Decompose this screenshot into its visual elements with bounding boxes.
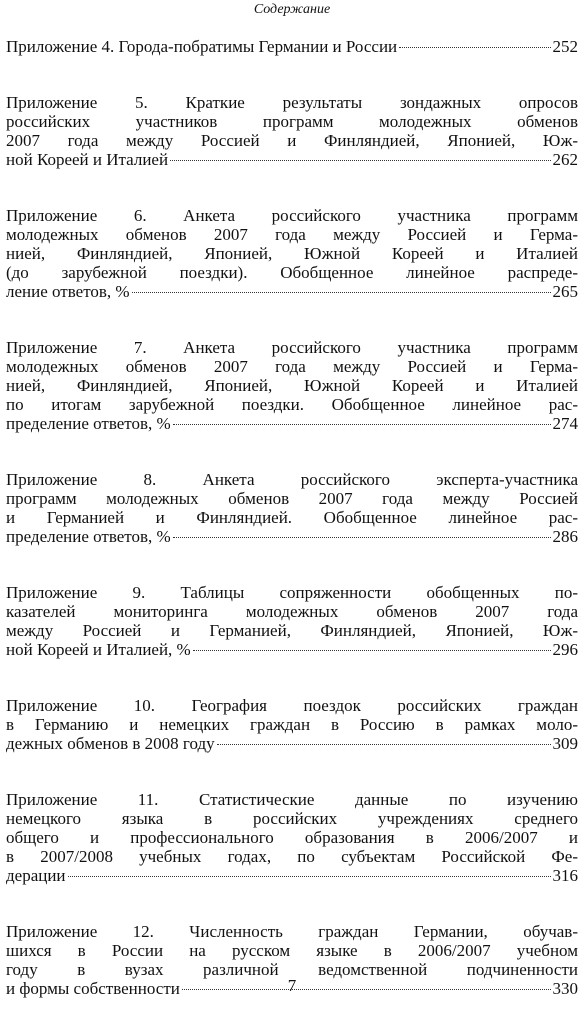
dot-leader [68,875,551,877]
dot-leader [173,536,551,538]
toc-entry-line: в Германию и немецких граждан в Россию в рамках моло- [6,715,578,734]
toc-entry-last-line [6,414,578,433]
toc-entry-last-line [6,527,578,546]
toc-entry-title-end: ление ответов, % [6,282,130,301]
toc-page-number[interactable]: 330 [552,979,578,998]
toc-entry[interactable] [6,790,578,885]
toc-entry-title-end: пределение ответов, % [6,414,171,433]
toc-entry[interactable] [6,338,578,433]
toc-entry-title-end: ной Кореей и Италией [6,150,169,169]
dot-leader [399,46,550,48]
toc-entry-line: (до зарубежной поездки). Обобщенное линейное распреде- [6,263,578,282]
toc-entry-title-end: дежных обменов в 2008 году [6,734,215,753]
page-number: 7 [287,976,297,995]
toc-entry-title-end: и формы собственности [6,979,180,998]
toc-page-number[interactable]: 296 [552,640,578,659]
toc-page-number[interactable]: 252 [552,37,578,56]
table-of-contents [6,37,578,1035]
toc-entry-line: Приложение 7. Анкета российского участника программ [6,338,578,357]
toc-page-number[interactable]: 262 [552,150,578,169]
toc-entry-line: программ молодежных обменов 2007 года между Россией [6,489,578,508]
toc-page-number[interactable]: 309 [552,734,578,753]
toc-entry-title-end: дерации [6,866,66,885]
toc-entry-line: молодежных обменов 2007 года между Россией и Герма- [6,357,578,376]
toc-entry[interactable] [6,93,578,169]
toc-entry-line: нией, Финляндией, Японией, Южной Кореей и Италией [6,244,578,263]
toc-entry-last-line [6,866,578,885]
toc-entry-line: году в вузах различной ведомственной подчиненности [6,960,578,979]
toc-entry-line: Приложение 8. Анкета российского эксперта-участника [6,470,578,489]
toc-entry-last-line [6,37,578,56]
toc-entry-line: российских участников программ молодежных обменов [6,112,578,131]
toc-entry-line: Приложение 10. География поездок российских граждан [6,696,578,715]
toc-entry-line: молодежных обменов 2007 года между Россией и Герма- [6,225,578,244]
toc-entry[interactable] [6,696,578,753]
toc-entry-line: Приложение 12. Численность граждан Германии, обучав- [6,922,578,941]
dot-leader [132,291,551,293]
toc-entry-title-end: Приложение 4. Города-побратимы Германии и России [6,37,398,56]
toc-entry-line: нией, Финляндией, Японией, Южной Кореей и Италией [6,376,578,395]
toc-entry-line: Приложение 11. Статистические данные по изучению [6,790,578,809]
toc-entry-line: в 2007/2008 учебных годах, по субъектам Российской Фе- [6,847,578,866]
toc-entry[interactable] [6,470,578,546]
toc-entry-line: по итогам зарубежной поездки. Обобщенное линейное рас- [6,395,578,414]
dot-leader [170,159,550,161]
toc-entry-line: Приложение 9. Таблицы сопряженности обобщенных по- [6,583,578,602]
toc-entry-line: казателей мониторинга молодежных обменов 2007 года [6,602,578,621]
toc-entry-last-line [6,640,578,659]
dot-leader [217,743,551,745]
toc-page-number[interactable]: 274 [552,414,578,433]
toc-entry-last-line [6,150,578,169]
toc-entry-line: Приложение 6. Анкета российского участника программ [6,206,578,225]
toc-page-number[interactable]: 286 [552,527,578,546]
toc-entry[interactable] [6,583,578,659]
toc-entry-line: Приложение 5. Краткие результаты зондажных опросов [6,93,578,112]
toc-page-number[interactable]: 316 [552,866,578,885]
toc-entry-line: 2007 года между Россией и Финляндией, Японией, Юж- [6,131,578,150]
toc-entry-line: общего и профессионального образования в 2006/2007 и [6,828,578,847]
dot-leader [173,423,551,425]
toc-entry-line: немецкого языка в российских учреждениях среднего [6,809,578,828]
toc-page-number[interactable]: 265 [552,282,578,301]
toc-entry-last-line [6,282,578,301]
toc-entry-title-end: пределение ответов, % [6,527,171,546]
toc-entry-line: шихся в России на русском языке в 2006/2007 учебном [6,941,578,960]
toc-entry-last-line [6,734,578,753]
toc-entry-line: между Россией и Германией, Финляндией, Японией, Юж- [6,621,578,640]
toc-entry-line: и Германией и Финляндией. Обобщенное линейное рас- [6,508,578,527]
running-header: Содержание [253,2,331,17]
dot-leader [193,649,551,651]
toc-entry[interactable] [6,206,578,301]
toc-entry-title-end: ной Кореей и Италией, % [6,640,191,659]
toc-entry[interactable] [6,37,578,56]
